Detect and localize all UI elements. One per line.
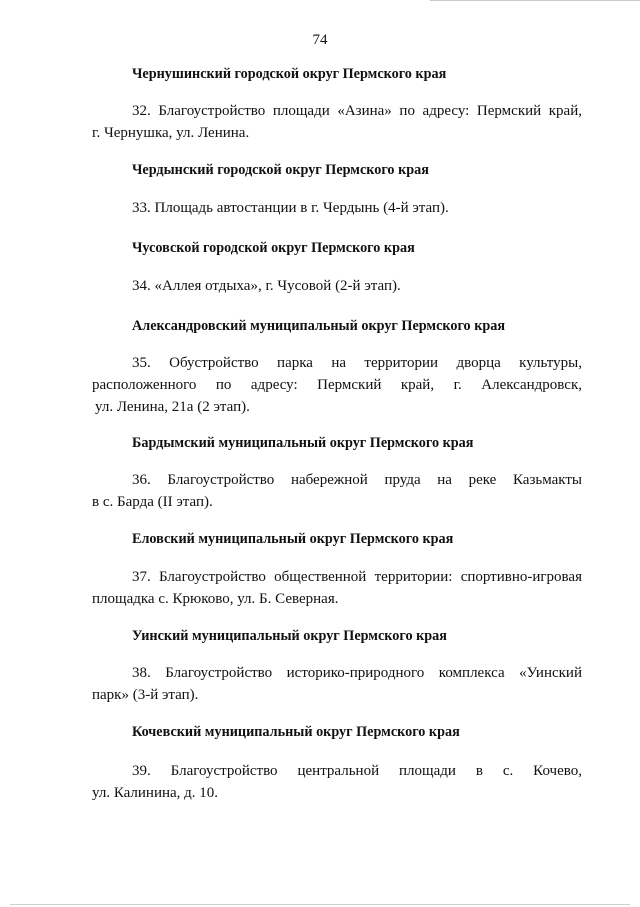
item-33 <box>92 197 582 219</box>
item-33-line-1: 33. Площадь автостанции в г. Чердынь (4-й этап). <box>132 200 449 216</box>
item-39 <box>92 760 582 804</box>
item-38 <box>92 662 582 706</box>
item-37-line-2: площадка с. Крюково, ул. Б. Северная. <box>92 591 339 607</box>
item-38-line-2: парк» (3-й этап). <box>92 687 199 703</box>
section-heading-kochevsky: Кочевский муниципальный округ Пермского края <box>132 724 460 740</box>
item-35-line-3: ул. Ленина, 21а (2 этап). <box>95 399 250 415</box>
section-heading-uinsky: Уинский муниципальный округ Пермского края <box>132 628 447 644</box>
item-39-line-1: 39. Благоустройство центральной площади в с. Кочево, <box>132 763 582 779</box>
item-37-line-1: 37. Благоустройство общественной территории: спортивно-игровая <box>132 569 582 585</box>
section-heading-chernushinsky: Чернушинский городской округ Пермского края <box>132 66 447 82</box>
top-scan-rule <box>430 0 640 1</box>
section-heading-bardymsky: Бардымский муниципальный округ Пермского края <box>132 435 474 451</box>
section-heading-cherdynsky: Чердынский городской округ Пермского края <box>132 162 429 178</box>
item-35-line-2: расположенного по адресу: Пермский край, г. Александровск, <box>92 377 582 393</box>
bottom-scan-rule <box>10 904 630 905</box>
item-32 <box>92 100 582 144</box>
item-35-line-1: 35. Обустройство парка на территории дворца культуры, <box>132 355 582 371</box>
item-32-line-2: г. Чернушка, ул. Ленина. <box>92 125 250 141</box>
item-34-line-1: 34. «Аллея отдыха», г. Чусовой (2-й этап). <box>132 278 401 294</box>
item-34 <box>92 275 582 297</box>
item-32-line-1: 32. Благоустройство площади «Азина» по адресу: Пермский край, <box>132 103 582 119</box>
item-37 <box>92 566 582 610</box>
item-35 <box>92 352 582 418</box>
section-heading-aleksandrovsky: Александровский муниципальный округ Пермского края <box>132 318 506 334</box>
section-heading-elovsky: Еловский муниципальный округ Пермского края <box>132 531 454 547</box>
item-36-line-2: в с. Барда (II этап). <box>92 494 213 510</box>
item-38-line-1: 38. Благоустройство историко-природного комплекса «Уинский <box>132 665 582 681</box>
page-number: 74 <box>312 32 328 48</box>
item-36-line-1: 36. Благоустройство набережной пруда на реке Казьмакты <box>132 472 582 488</box>
section-heading-chusovskoy: Чусовской городской округ Пермского края <box>132 240 415 256</box>
item-36 <box>92 469 582 513</box>
item-39-line-2: ул. Калинина, д. 10. <box>92 785 219 801</box>
